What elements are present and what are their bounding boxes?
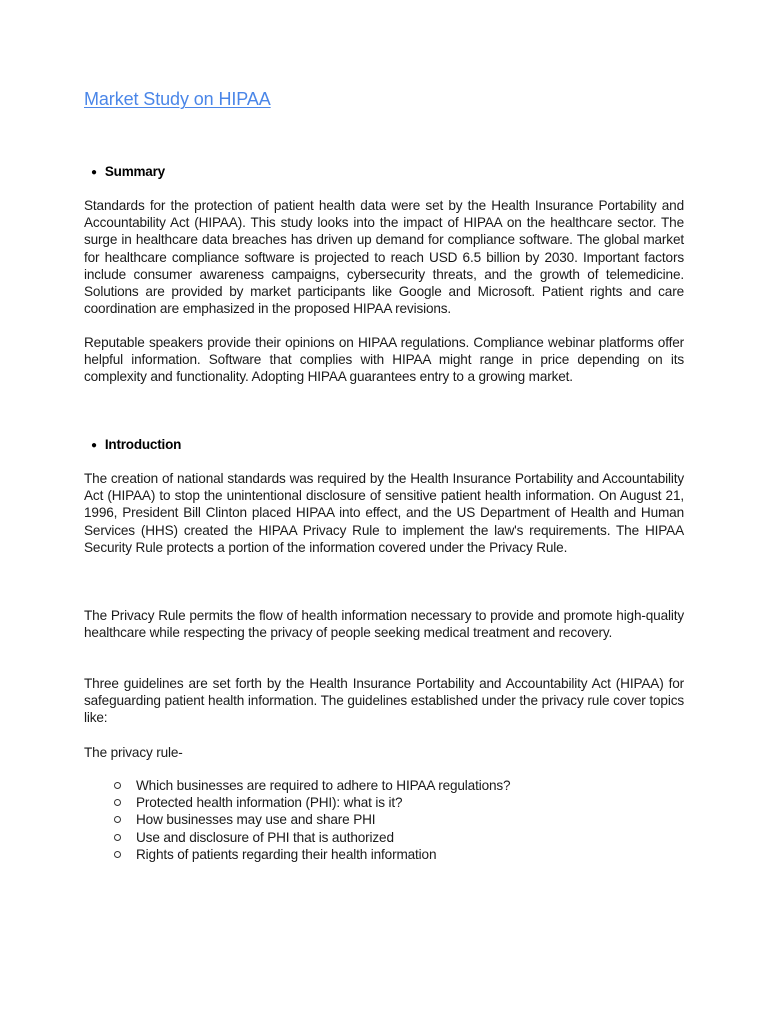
introduction-paragraph-3: Three guidelines are set forth by the Health Insurance Portability and Accountability Act (HIPAA) for safeguarding patient health information. The guidelines established under the privacy rule cover topics like: — [84, 676, 684, 726]
bullet-icon: ● — [91, 440, 97, 451]
list-item-text: Use and disclosure of PHI that is authorized — [136, 829, 394, 845]
privacy-rule-topics-list — [114, 777, 510, 863]
list-item — [114, 846, 510, 863]
hollow-bullet-icon — [114, 851, 121, 858]
privacy-rule-intro: The privacy rule- — [84, 745, 183, 760]
summary-heading-text: Summary — [104, 164, 165, 179]
document-title-link[interactable]: Market Study on HIPAA — [84, 89, 271, 109]
hollow-bullet-icon — [114, 782, 121, 789]
list-item — [114, 777, 510, 794]
summary-paragraph-1: Standards for the protection of patient health data were set by the Health Insurance Portability and Accountability Act (HIPAA). This study looks into the impact of HIPAA on the healthcare sector. The surge in healthcare data breaches has driven up demand for compliance software. The global market for healthcare compliance software is projected to reach USD 6.5 billion by 2030. Important factors include consumer awareness campaigns, cybersecurity threats, and the growth of telemedicine. Solutions are provided by market participants like Google and Microsoft. Patient rights and care coordination are emphasized in the proposed HIPAA revisions. — [84, 198, 684, 317]
summary-heading — [91, 164, 165, 179]
bullet-icon: ● — [91, 167, 97, 178]
introduction-paragraph-1: The creation of national standards was required by the Health Insurance Portability and Accountability Act (HIPAA) to stop the unintentional disclosure of sensitive patient health information. On August 21, 1996, President Bill Clinton placed HIPAA into effect, and the US Department of Health and Human Services (HHS) created the HIPAA Privacy Rule to implement the law's requirements. The HIPAA Security Rule protects a portion of the information covered under the Privacy Rule. — [84, 471, 684, 555]
hollow-bullet-icon — [114, 816, 121, 823]
list-item — [114, 829, 510, 846]
introduction-paragraph-2: The Privacy Rule permits the flow of health information necessary to provide and promote high-quality healthcare while respecting the privacy of people seeking medical treatment and recovery. — [84, 608, 684, 641]
list-item-text: Rights of patients regarding their health information — [136, 846, 437, 862]
list-item-text: How businesses may use and share PHI — [136, 812, 376, 828]
list-item — [114, 794, 510, 811]
hollow-bullet-icon — [114, 834, 121, 841]
list-item — [114, 811, 510, 828]
summary-paragraph-2: Reputable speakers provide their opinions on HIPAA regulations. Compliance webinar platforms offer helpful information. Software that complies with HIPAA might range in price depending on its complexity and functionality. Adopting HIPAA guarantees entry to a growing market. — [84, 335, 684, 385]
introduction-heading — [91, 437, 181, 452]
list-item-text: Protected health information (PHI): what is it? — [136, 795, 403, 811]
introduction-heading-text: Introduction — [104, 437, 182, 452]
list-item-text: Which businesses are required to adhere to HIPAA regulations? — [136, 778, 511, 793]
hollow-bullet-icon — [114, 799, 121, 806]
